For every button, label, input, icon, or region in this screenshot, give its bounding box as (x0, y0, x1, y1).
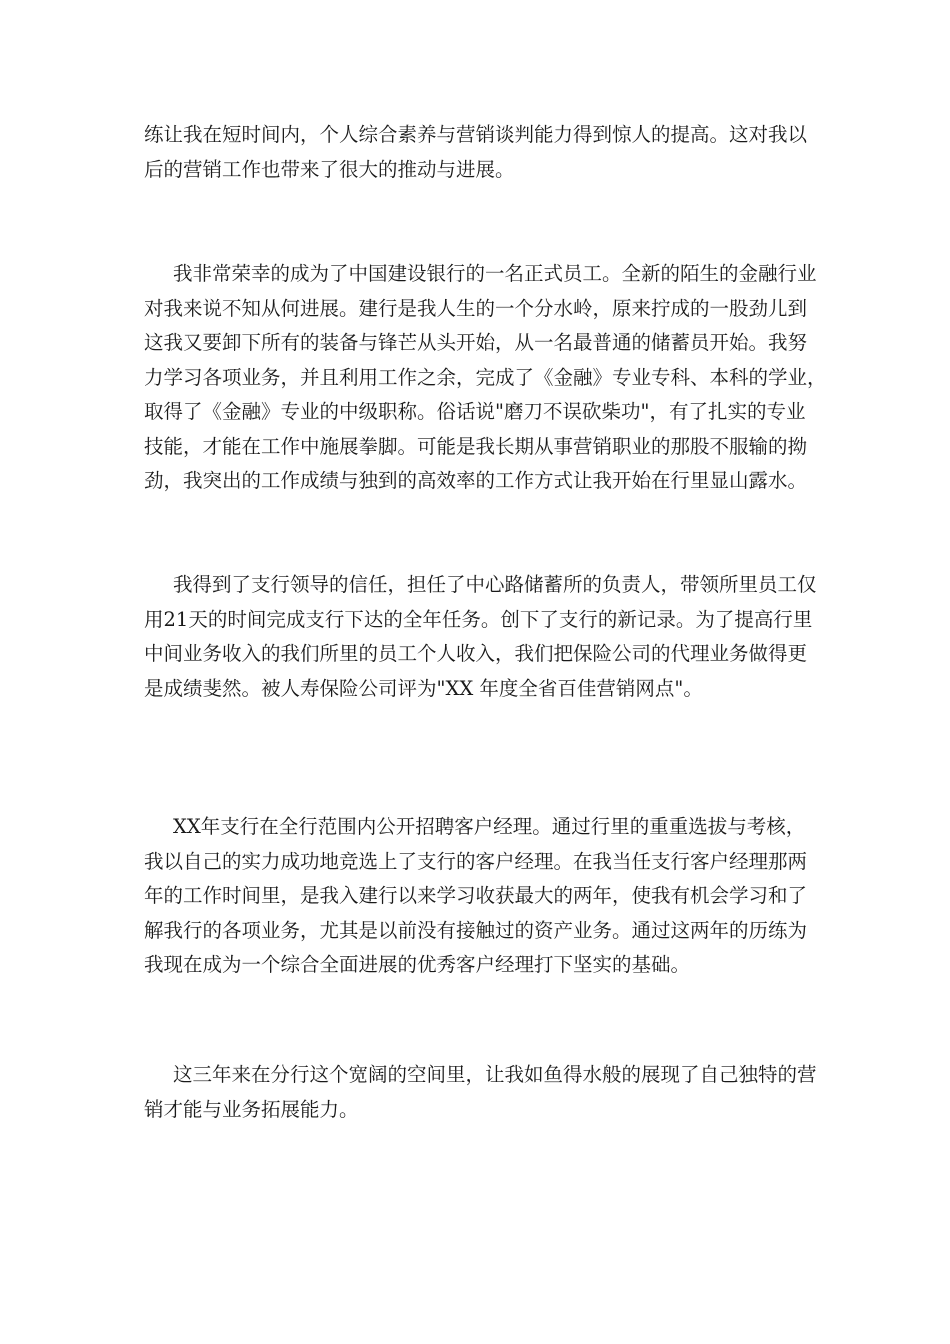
paragraph-line: 中间业务收入的我们所里的员工个人收入，我们把保险公司的代理业务做得更 (144, 642, 808, 665)
paragraph-line: 这三年来在分行这个宽阔的空间里，让我如鱼得水般的展现了自己独特的营 (173, 1063, 817, 1086)
paragraph-line: 劲，我突出的工作成绩与独到的高效率的工作方式让我开始在行里显山露水。 (144, 469, 808, 492)
paragraph-2 (144, 257, 827, 499)
paragraph-line: 我以自己的实力成功地竞选上了支行的客户经理。在我当任支行客户经理那两 (144, 849, 808, 873)
paragraph-1 (144, 118, 816, 187)
paragraph-line: 是成绩斐然。被人寿保险公司评为"XX 年度全省百佳营销网点"。 (144, 676, 703, 700)
paragraph-4 (144, 810, 816, 983)
paragraph-line: 我现在成为一个综合全面进展的优秀客户经理打下坚实的基础。 (144, 953, 691, 976)
paragraph-line: 练让我在短时间内，个人综合素养与营销谈判能力得到惊人的提高。这对我以 (144, 123, 808, 146)
paragraph-line: 我得到了支行领导的信任，担任了中心路储蓄所的负责人，带领所里员工仅 (173, 573, 817, 596)
paragraph-line: 对我来说不知从何进展。建行是我人生的一个分水岭，原来拧成的一股劲儿到 (144, 296, 808, 320)
paragraph-line: 解我行的各项业务，尤其是以前没有接触过的资产业务。通过这两年的历练为 (144, 918, 808, 942)
paragraph-line: 我非常荣幸的成为了中国建设银行的一名正式员工。全新的陌生的金融行业 (173, 262, 817, 285)
paragraph-line: 技能，才能在工作中施展拳脚。可能是我长期从事营销职业的那股不服输的拗 (144, 434, 808, 458)
paragraph-line: 年的工作时间里，是我入建行以来学习收获最大的两年，使我有机会学习和了 (144, 884, 808, 907)
paragraph-line: XX年支行在全行范围内公开招聘客户经理。通过行里的重重选拔与考核， (173, 815, 806, 838)
paragraph-line: 用21天的时间完成支行下达的全年任务。创下了支行的新记录。为了提高行里 (144, 607, 813, 631)
paragraph-line: 力学习各项业务，并且利用工作之余，完成了《金融》专业专科、本科的学业， (144, 365, 827, 389)
paragraph-3 (144, 568, 816, 706)
paragraph-line: 销才能与业务拓展能力。 (144, 1097, 359, 1121)
paragraph-line: 取得了《金融》专业的中级职称。俗话说"磨刀不误砍柴功"，有了扎实的专业 (144, 400, 806, 423)
paragraph-line: 这我又要卸下所有的装备与锋芒从头开始，从一名最普通的储蓄员开始。我努 (144, 331, 808, 354)
paragraph-5 (144, 1058, 816, 1127)
paragraph-line: 后的营销工作也带来了很大的推动与进展。 (144, 157, 515, 181)
